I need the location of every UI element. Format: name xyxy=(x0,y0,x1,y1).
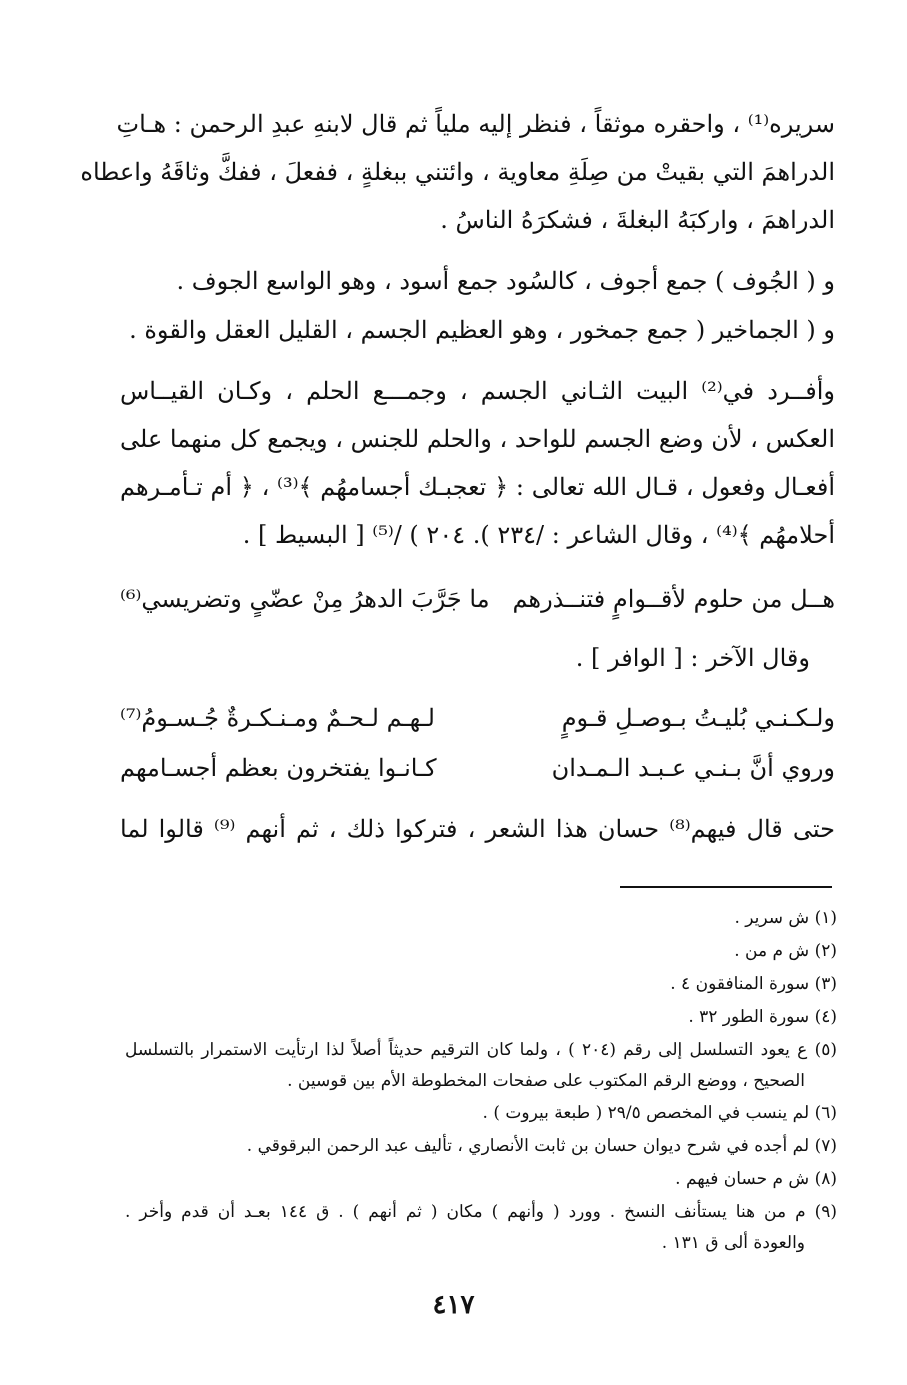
footnote-6: (٦) لم ينسب في المخصص ٢٩/٥ ( طبعة بيروت ) . xyxy=(482,1103,837,1123)
meter-line: وقال الآخر : [ الوافر ] . xyxy=(575,644,810,672)
footnote-7: (٧) لم أجده في شرح ديوان حسان بن ثابت الأنصاري ، تأليف عبد الرحمن البرقوقي . xyxy=(246,1136,837,1156)
footnote-3: (٣) سورة المنافقون ٤ . xyxy=(670,974,837,994)
body-line-2: الدراهمَ التي بقيتْ من صِلَةِ معاوية ، وائتني ببغلةٍ ، ففعلَ ، ففكَّ وثاقَهُ واعطاه xyxy=(80,158,835,186)
footnote-9-continued: والعودة ألى ق ١٣١ . xyxy=(661,1233,805,1253)
body-line-5: و ( الجماخير ( جمع جمخور ، وهو العظيم الجسم ، القليل العقل والقوة . xyxy=(129,316,835,344)
footnote-separator xyxy=(620,886,832,888)
body-line-11: حتى قال فيهم⁽⁸⁾ حسان هذا الشعر ، فتركوا ذلك ، ثم أنهم ⁽⁹⁾ قالوا لما xyxy=(120,815,835,843)
footnote-5: (٥) ع يعود التسلسل إلى رقم (٢٠٤ ) ، ولما كان الترقيم حديثاً أصلاً لذا ارتأيت الاستمرار بالتسلسل xyxy=(125,1040,837,1060)
verse-2-second-hemistich: لـهـم لـحـمٌ ومـنـكـرةٌ جُـسـومُ⁽⁷⁾ xyxy=(120,704,435,732)
verse-1-second-hemistich: ما جَرَّبَ الدهرُ مِنْ عضّىٍ وتضريسي⁽⁶⁾ xyxy=(120,585,490,613)
verse-2-first-hemistich: ولـكـنـي بُليـتُ بـوصـلِ قـومٍ xyxy=(561,704,835,732)
body-line-6: وأفــرد في⁽²⁾ البيت الثـاني الجسم ، وجمـــع الحلم ، وكـان القيــاس xyxy=(120,377,835,405)
page-number: ٤١٧ xyxy=(432,1290,475,1320)
body-line-10-right: وروي أنَّ بـنـي عـبـد الـمـدان xyxy=(551,754,835,782)
body-line-4: و ( الجُوف ) جمع أجوف ، كالسُود جمع أسود ، وهو الواسع الجوف . xyxy=(176,267,835,295)
footnote-1: (١) ش سرير . xyxy=(734,908,837,928)
body-line-3: الدراهمَ ، واركبَهُ البغلةَ ، فشكرَهُ الناسُ . xyxy=(440,206,835,234)
verse-1 xyxy=(120,581,835,617)
footnote-4: (٤) سورة الطور ٣٢ . xyxy=(688,1007,837,1027)
body-line-8: أفعـال وفعول ، قـال الله تعالى : ﴿ تعجبـك أجسامهُم ﴾⁽³⁾ ، ﴿ أم تـأمـرهم xyxy=(120,473,835,501)
footnote-5-continued: الصحيح ، ووضع الرقم المكتوب على صفحات المخطوطة الأم بين قوسين . xyxy=(287,1071,805,1091)
body-line-9: أحلامهُم ﴾⁽⁴⁾ ، وقال الشاعر : /٢٣٤ ). ٢٠٤ ) /⁽⁵⁾ [ البسيط ] . xyxy=(242,521,835,549)
footnote-2: (٢) ش م من . xyxy=(734,941,837,961)
body-line-7: العكس ، لأن وضع الجسم للواحد ، والحلم للجنس ، ويجمع كل منهما على xyxy=(120,425,835,453)
body-line-10-left: كـانـوا يفتخرون بعظم أجسـامهم xyxy=(120,754,437,782)
body-line-10 xyxy=(120,750,835,786)
body-line-1: سريره⁽¹⁾ ، واحقره موثقاً ، فنظر إليه ملياً ثم قال لابنهِ عبدِ الرحمن : هـاتِ xyxy=(116,110,835,138)
footnote-8: (٨) ش م حسان فيهم . xyxy=(675,1169,837,1189)
footnote-9: (٩) م من هنا يستأنف النسخ . وورد ( وأنهم ) مكان ( ثم أنهم ) . ق ١٤٤ بعـد أن قدم وأخر . xyxy=(125,1202,837,1222)
verse-2 xyxy=(120,700,835,736)
verse-1-first-hemistich: هــل من حلوم لأقــوامٍ فتنــذرهم xyxy=(512,585,835,613)
